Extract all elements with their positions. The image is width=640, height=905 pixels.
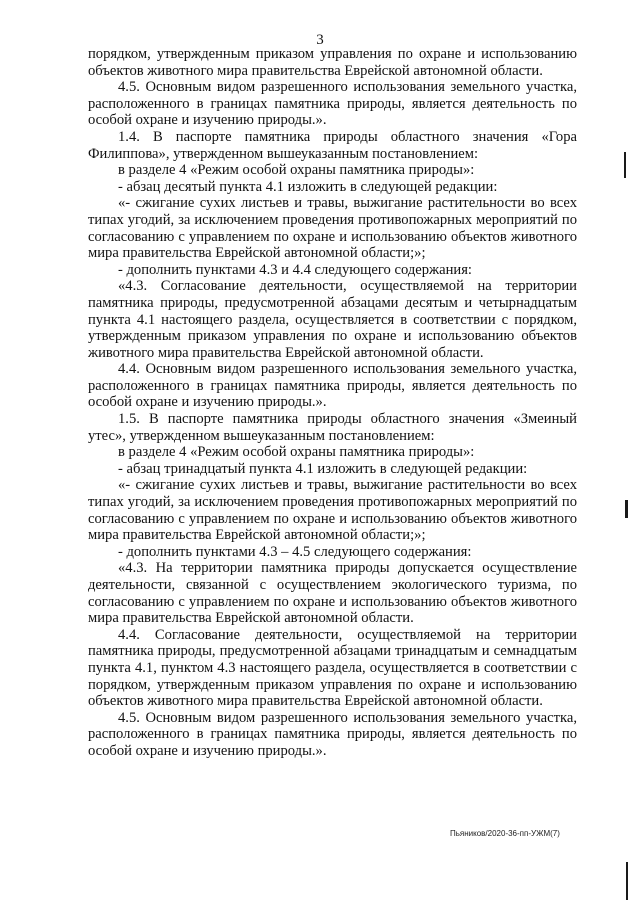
paragraph: 1.5. В паспорте памятника природы областного значения «Змеиный утес», утвержденном вышеуказанным постановлением:: [88, 411, 577, 444]
paragraph: - дополнить пунктами 4.3 – 4.5 следующего содержания:: [118, 543, 472, 560]
paragraph: 1.4. В паспорте памятника природы областного значения «Гора Филиппова», утвержденном вышеуказанным постановлением:: [88, 128, 577, 162]
paragraph: порядком, утвержденным приказом управления по охране и использованию объектов животного мира правительства Еврейской автономной области.: [88, 46, 577, 79]
paragraph: «- сжигание сухих листьев и травы, выжигание растительности во всех типах угодий, за исключением проведения противопожарных мероприятий по согласованию с управлением по охране и использованию объектов животного мира правительства Еврейской автономной области;»;: [88, 195, 577, 262]
paragraph: 4.4. Основным видом разрешенного использования земельного участка, расположенного в границах памятника природы, является деятельность по особой охране и изучению природы.».: [88, 361, 577, 411]
paragraph: 4.5. Основным видом разрешенного использования земельного участка, расположенного в границах памятника природы, является деятельность по особой охране и изучению природы.».: [88, 709, 577, 759]
paragraph: «4.3. На территории памятника природы допускается осуществление деятельности, связанной с осуществлением экологического туризма, по согласованию с управлением по охране и использованию объектов животного мира правительства Еврейской автономной области.: [88, 560, 577, 627]
scan-edge-mark: [624, 152, 626, 178]
paragraph: 4.5. Основным видом разрешенного использования земельного участка, расположенного в границах памятника природы, является деятельность по особой охране и изучению природы.».: [88, 79, 577, 129]
paragraph: в разделе 4 «Режим особой охраны памятника природы»:: [118, 444, 475, 461]
paragraph: - абзац тринадцатый пункта 4.1 изложить в следующей редакции:: [118, 460, 528, 477]
scan-edge-mark: [626, 862, 628, 900]
document-code: Пьяников/2020-36-пп-УЖМ(7): [450, 829, 560, 838]
document-body: [88, 46, 577, 760]
scan-edge-mark: [625, 500, 628, 518]
paragraph: - абзац десятый пункта 4.1 изложить в следующей редакции:: [118, 178, 498, 195]
paragraph: 4.4. Согласование деятельности, осуществляемой на территории памятника природы, предусмотренной абзацами тринадцатым и семнадцатым пункта 4.1, пунктом 4.3 настоящего раздела, осуществляется в соответствии с порядком, утвержденным приказом управления по охране и использованию объектов животного мира правительства Еврейской автономной области.: [88, 626, 577, 710]
page-number: 3: [316, 32, 324, 48]
paragraph: - дополнить пунктами 4.3 и 4.4 следующего содержания:: [118, 261, 472, 278]
paragraph: «- сжигание сухих листьев и травы, выжигание растительности во всех типах угодий, за исключением проведения противопожарных мероприятий по согласованию с управлением по охране и использованию объектов животного мира правительства Еврейской автономной области;»;: [88, 477, 577, 544]
paragraph: «4.3. Согласование деятельности, осуществляемой на территории памятника природы, предусмотренной абзацами десятым и четырнадцатым пункта 4.1 настоящего раздела, осуществляется в соответствии с порядком, утвержденным приказом управления по охране и использованию объектов животного мира правительства Еврейской автономной области.: [88, 278, 577, 361]
paragraph: в разделе 4 «Режим особой охраны памятника природы»:: [118, 162, 475, 179]
